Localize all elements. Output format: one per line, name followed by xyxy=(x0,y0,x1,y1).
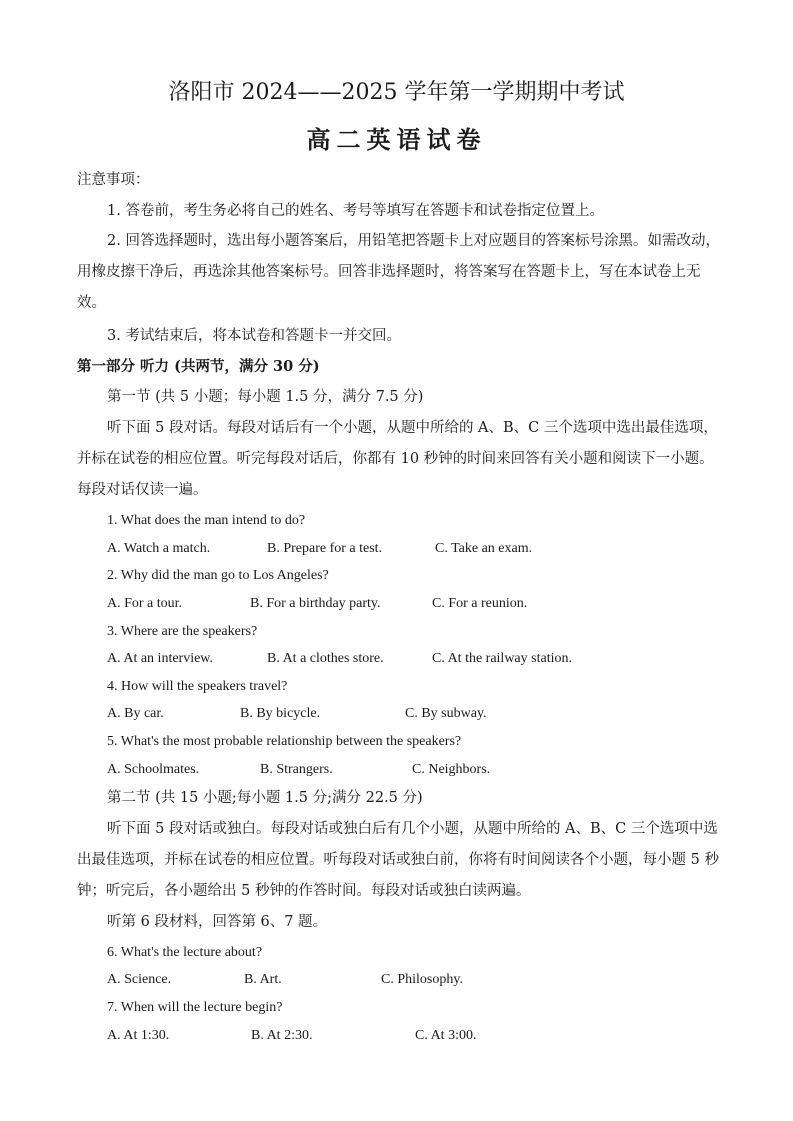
section2-heading: 第二节 (共 15 小题;每小题 1.5 分;满分 22.5 分) xyxy=(107,790,423,806)
section2-instructions: 听下面 5 段对话或独白。每段对话或独白后有几个小题，从题中所给的 A、B、C 三个选项中选出最佳选项，并标在试卷的相应位置。听每段对话或独白前，你将有时间阅读各个小题，每小题 5 秒钟；听完后，各小题给出 5 秒钟的作答时间。每段对话或独白读两遍。 xyxy=(77,821,719,899)
question-6-option-c: C. Philosophy. xyxy=(381,972,463,987)
question-7-option-b: B. At 2:30. xyxy=(251,1028,313,1043)
question-3-option-a: A. At an interview. xyxy=(107,651,214,666)
notice-item-1: 1. 答卷前，考生务必将自己的姓名、考号等填写在答题卡和试卷指定位置上。 xyxy=(107,203,604,219)
question-7-option-c: C. At 3:00. xyxy=(415,1028,477,1043)
notice-item-2: 2. 回答选择题时，选出每小题答案后，用铅笔把答题卡上对应题目的答案标号涂黑。如需改动，用橡皮擦干净后，再选涂其他答案标号。回答非选择题时，将答案写在答题卡上，写在本试卷上无效。 xyxy=(77,233,720,311)
material-6-heading: 听第 6 段材料，回答第 6、7 题。 xyxy=(107,914,328,930)
question-3-option-b: B. At a clothes store. xyxy=(267,651,384,666)
question-1-option-b: B. Prepare for a test. xyxy=(267,541,383,556)
question-6-option-b: B. Art. xyxy=(244,972,282,987)
question-2-option-a: A. For a tour. xyxy=(107,596,183,611)
question-4-option-c: C. By subway. xyxy=(405,706,487,721)
notice-heading: 注意事项： xyxy=(77,172,150,188)
notice-item-3: 3. 考试结束后，将本试卷和答题卡一并交回。 xyxy=(107,328,401,344)
question-5-option-a: A. Schoolmates. xyxy=(107,762,200,777)
question-4-option-b: B. By bicycle. xyxy=(240,706,321,721)
question-5-stem: 5. What's the most probable relationship between the speakers? xyxy=(107,734,462,749)
question-7-stem: 7. When will the lecture begin? xyxy=(107,1000,283,1015)
section1-instructions: 听下面 5 段对话。每段对话后有一个小题，从题中所给的 A、B、C 三个选项中选出最佳选项，并标在试卷的相应位置。听完每段对话后，你都有 10 秒钟的时间来回答有关小题和阅读下一小题。每段对话仅读一遍。 xyxy=(77,420,718,498)
question-5-option-c: C. Neighbors. xyxy=(412,762,491,777)
exam-title: 洛阳市 2024——2025 学年第一学期期中考试 xyxy=(168,80,625,105)
question-1-stem: 1. What does the man intend to do? xyxy=(107,513,306,528)
exam-subtitle: 高二英语试卷 xyxy=(306,125,487,154)
question-5-option-b: B. Strangers. xyxy=(260,762,333,777)
question-2-option-b: B. For a birthday party. xyxy=(250,596,381,611)
question-7-option-a: A. At 1:30. xyxy=(107,1028,170,1043)
question-6-stem: 6. What's the lecture about? xyxy=(107,945,263,960)
part1-heading: 第一部分 听力 (共两节，满分 30 分) xyxy=(77,358,320,375)
question-4-stem: 4. How will the speakers travel? xyxy=(107,679,288,694)
section1-heading: 第一节 (共 5 小题；每小题 1.5 分，满分 7.5 分) xyxy=(107,389,424,405)
question-1-option-a: A. Watch a match. xyxy=(107,541,211,556)
question-3-stem: 3. Where are the speakers? xyxy=(107,624,258,639)
question-6-option-a: A. Science. xyxy=(107,972,172,987)
question-3-option-c: C. At the railway station. xyxy=(432,651,572,666)
question-4-option-a: A. By car. xyxy=(107,706,164,721)
question-2-option-c: C. For a reunion. xyxy=(432,596,528,611)
question-2-stem: 2. Why did the man go to Los Angeles? xyxy=(107,568,329,583)
question-1-option-c: C. Take an exam. xyxy=(435,541,533,556)
